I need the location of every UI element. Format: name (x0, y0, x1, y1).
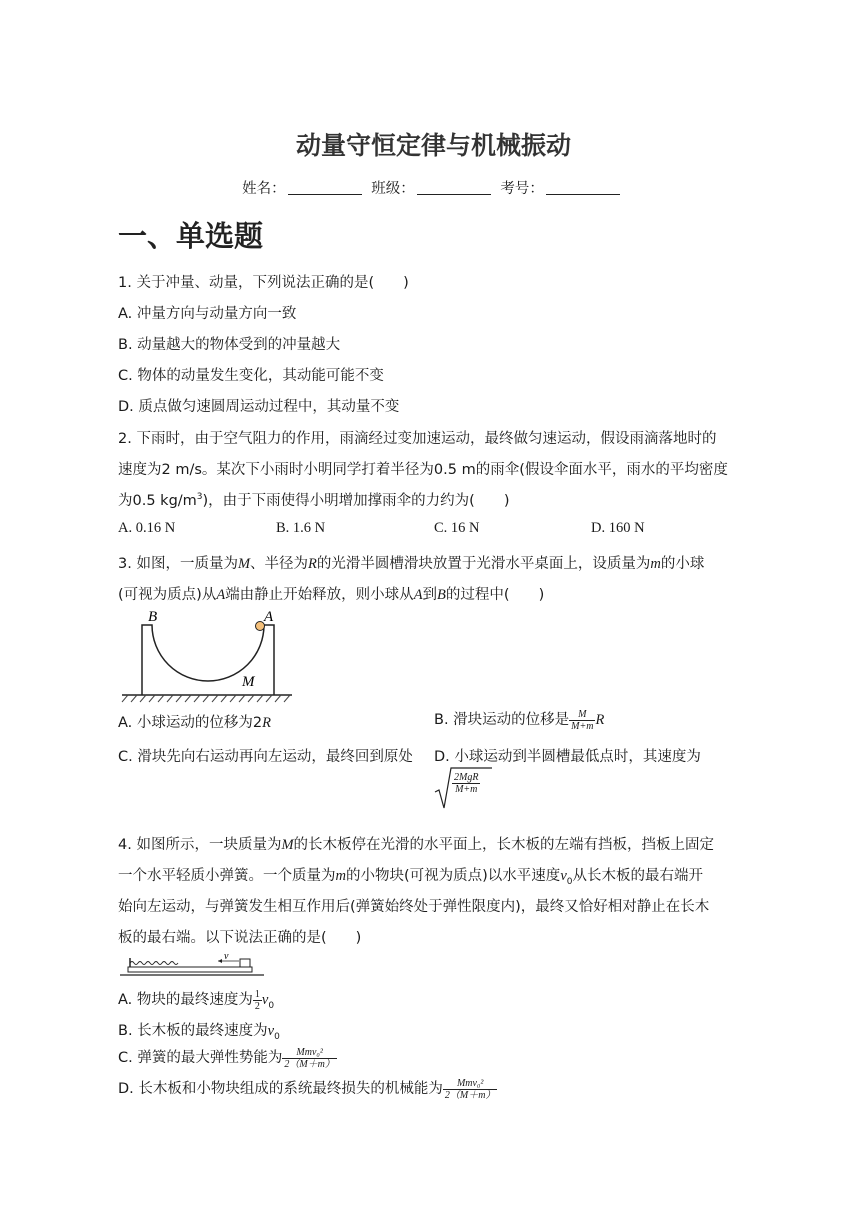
q4-line-2: 一个水平轻质小弹簧。一个质量为m的小物块(可视为质点)以水平速度$v_0$从长木板的最右端开 (118, 868, 703, 887)
spring (130, 962, 178, 965)
velocity-label: v (224, 951, 229, 962)
class-blank[interactable] (417, 180, 491, 195)
student-info-row (0, 177, 867, 198)
q2-option-d: D. 160 N (591, 520, 645, 536)
q4-option-a: A. 物块的最终速度为 $\frac{1}{2}$ $v_0$ (118, 988, 275, 1012)
label-a: A (264, 609, 274, 625)
q1-option-a: A. 冲量方向与动量方向一致 (118, 306, 297, 322)
number-blank[interactable] (546, 180, 620, 195)
q1-option-b: B. 动量越大的物体受到的冲量越大 (118, 337, 341, 353)
q3-option-a: A. 小球运动的位移为2R (118, 715, 271, 731)
label-m: M (242, 674, 255, 690)
q3-line-1: 3. 如图，一质量为M、半径为R的光滑半圆槽滑块放置于光滑水平桌面上，设质量为m的小球 (118, 556, 705, 572)
q3-option-b: B. 滑块运动的位移是 $\frac{M}{M+m}$ R (434, 708, 605, 732)
q2-option-a: A. 0.16 N (118, 520, 176, 536)
label-b: B (148, 609, 158, 625)
q2-option-b: B. 1.6 N (276, 520, 326, 536)
q2-line-3: 为0.5 $kg/m^3$)，由于下雨使得小明增加撑雨伞的力约为( ) (118, 492, 510, 509)
q3-figure (118, 605, 298, 705)
q2-line-1: 2. 下雨时，由于空气阻力的作用，雨滴经过变加速运动，最终做匀速运动，假设雨滴落地时的 (118, 431, 717, 447)
q4-line-1: 4. 如图所示，一块质量为M的长木板停在光滑的水平面上，长木板的左端有挡板，挡板上固定 (118, 837, 715, 853)
class-label: 班级： (371, 181, 415, 197)
page-title: 动量守恒定律与机械振动 (295, 131, 571, 160)
q4-line-4: 板的最右端。以下说法正确的是( ) (118, 930, 362, 946)
q4-option-b: B. 长木板的最终速度为$v_0$ (118, 1023, 280, 1042)
q2-line-2: 速度为2 m/s。某次下小雨时小明同学打着半径为0.5 m的雨伞(假设伞面水平，雨水的平均密度 (118, 462, 728, 478)
q3-line-2: (可视为质点)从A端由静止开始释放，则小球从A到B的过程中( ) (118, 587, 545, 603)
q1-option-d: D. 质点做匀速圆周运动过程中，其动量不变 (118, 399, 400, 415)
q1-stem: 1. 关于冲量、动量，下列说法正确的是( ) (118, 275, 409, 291)
q4-option-c: C. 弹簧的最大弹性势能为 $\frac{\text{Mmv₀²}}{2(M+m)}$ (118, 1046, 335, 1070)
block (240, 959, 250, 967)
q3-option-d: D. 小球运动到半圆槽最低点时，其速度为 (434, 749, 701, 765)
q4-option-d: D. 长木板和小物块组成的系统最终损失的机械能为 $\frac{\text{Mmv₀²}}{2(M+m)}$ (118, 1077, 496, 1101)
name-label: 姓名： (242, 181, 286, 197)
q3-option-c: C. 滑块先向右运动再向左运动，最终回到原处 (118, 749, 413, 765)
section-heading: 一、单选题 (118, 219, 264, 253)
q4-figure (118, 950, 268, 980)
q2-option-c: C. 16 N (434, 520, 480, 536)
name-blank[interactable] (288, 180, 362, 195)
q4-line-3: 始向左运动，与弹簧发生相互作用后(弹簧始终处于弹性限度内)，最终又恰好相对静止在长木 (118, 899, 710, 915)
number-label: 考号： (500, 181, 544, 197)
q1-option-c: C. 物体的动量发生变化，其动能可能不变 (118, 368, 384, 384)
